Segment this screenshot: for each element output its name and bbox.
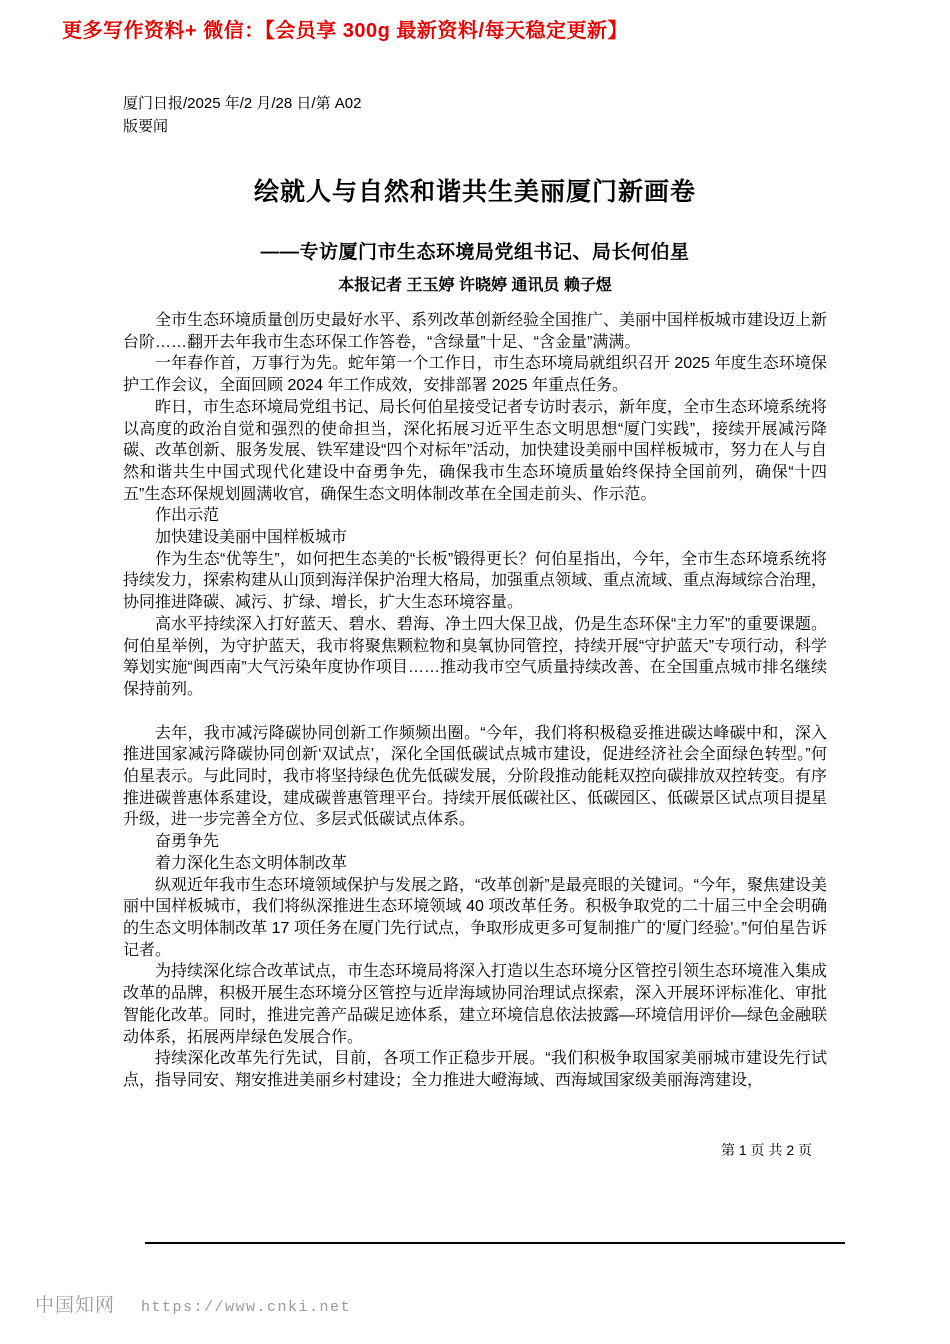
- article-paragraph: 着力深化生态文明体制改革: [155, 854, 348, 872]
- article-paragraph: 去年，我市减污降碳协同创新工作频频出圈。“今年，我们将积极稳妥推进碳达峰碳中和，深入推进国家减污降碳协同创新‘双试点’，深化全国低碳试点城市建设，促进经济社会全面绿色转型。”何伯星表示。与此同时，我市将坚持绿色优先低碳发展，分阶段推动能耗双控向碳排放双控转变。有序推进碳普惠体系建设，建成碳普惠管理平台。持续开展低碳社区、低碳园区、低碳景区试点项目提星升级，进一步完善全方位、多层式低碳试点体系。: [123, 724, 828, 829]
- article-byline: 本报记者 王玉婷 许晓婷 通讯员 赖子煜: [338, 277, 612, 294]
- page-indicator: 第 1 页 共 2 页: [720, 1142, 812, 1158]
- article-title: 绘就人与自然和谐共生美丽厦门新画卷: [253, 177, 696, 206]
- article-paragraph: 高水平持续深入打好蓝天、碧水、碧海、净土四大保卫战，仍是生态环保“主力军”的重要课题。何伯星举例，为守护蓝天，我市将聚焦颗粒物和臭氧协同管控，持续开展“守护蓝天”专项行动，科学筹划实施“闽西南”大气污染年度协作项目……推动我市空气质量持续改善、在全国重点城市排名继续保持前列。: [123, 615, 827, 698]
- cnki-watermark: [35, 1290, 351, 1317]
- publication-source-line2: 版要闻: [123, 118, 169, 135]
- promo-banner-text: 更多写作资料+ 微信：【会员享 300g 最新资料/每天稳定更新】: [62, 20, 628, 42]
- article-paragraph: 纵观近年我市生态环境领域保护与发展之路，“改革创新”是最亮眼的关键词。“今年，聚焦建设美丽中国样板城市，我们将纵深推进生态环境领域 40 项改革任务。积极争取党的二十届三中全会明确的生态文明体制改革 17 项任务在厦门先行试点，争取形成更多可复制推广的‘厦门经验’。”何伯星告诉记者。: [123, 876, 827, 959]
- footer-divider-line: [145, 1242, 845, 1244]
- publication-source: [123, 92, 361, 138]
- article-paragraph: 一年春作首，万事行为先。蛇年第一个工作日，市生态环境局就组织召开 2025 年度生态环境保护工作会议，全面回顾 2024 年工作成效，安排部署 2025 年重点任务。: [123, 355, 827, 395]
- article-paragraph: 全市生态环境质量创历史最好水平、系列改革创新经验全国推广、美丽中国样板城市建设迈上新台阶……翻开去年我市生态环保工作答卷，“含绿量”十足、“含金量”满满。: [123, 312, 828, 351]
- article-paragraph: 奋勇争先: [155, 833, 220, 851]
- cnki-url-text: https://www.cnki.net: [141, 1299, 352, 1316]
- article-paragraph: 作出示范: [155, 507, 220, 525]
- article-paragraph: 加快建设美丽中国样板城市: [155, 529, 348, 547]
- article-body: [123, 310, 827, 1092]
- publication-source-line1: 厦门日报/2025 年/2 月/28 日/第 A02: [123, 95, 362, 112]
- article-subtitle: ——专访厦门市生态环境局党组书记、局长何伯星: [260, 241, 690, 263]
- article-paragraph: 持续深化改革先行先试，目前，各项工作正稳步开展。“我们积极争取国家美丽城市建设先行试点，指导同安、翔安推进美丽乡村建设；全力推进大嶝海域、西海域国家级美丽海湾建设，: [123, 1050, 827, 1089]
- article-paragraph: 为持续深化综合改革试点，市生态环境局将深入打造以生态环境分区管控引领生态环境准入集成改革的品牌，积极开展生态环境分区管控与近岸海域协同治理试点探索，深入开展环评标准化、审批智能化改革。同时，推进完善产品碳足迹体系，建立环境信息依法披露—环境信用评价—绿色金融联动体系，拓展两岸绿色发展合作。: [123, 963, 828, 1046]
- article-paragraph: 作为生态“优等生”，如何把生态美的“长板”锻得更长？何伯星指出，今年，全市生态环境系统将持续发力，探索构建从山顶到海洋保护治理大格局，加强重点领域、重点流域、重点海域综合治理，协同推进降碳、减污、扩绿、增长，扩大生态环境容量。: [123, 550, 828, 612]
- article-paragraph: 昨日，市生态环境局党组书记、局长何伯星接受记者专访时表示，新年度，全市生态环境系统将以高度的政治自觉和强烈的使命担当，深化拓展习近平生态文明思想“厦门实践”，接续开展减污降碳、改革创新、服务发展、铁军建设“四个对标年”活动，加快建设美丽中国样板城市，努力在人与自然和谐共生中国式现代化建设中奋勇争先，确保我市生态环境质量始终保持全国前列，确保“十四五”生态环保规划圆满收官，确保生态文明体制改革在全国走前头、作示范。: [123, 398, 828, 503]
- cnki-brand-text: 中国知网: [35, 1295, 116, 1316]
